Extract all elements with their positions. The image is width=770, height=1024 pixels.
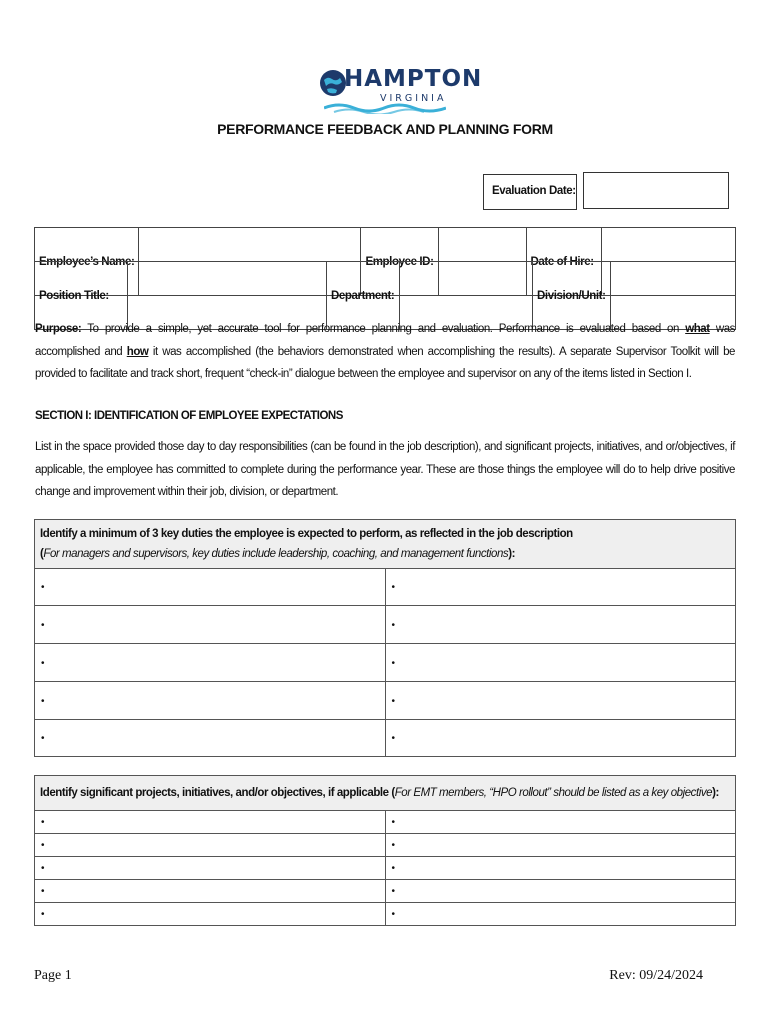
- project-cell[interactable]: [385, 834, 736, 857]
- evaluation-date-label: Evaluation Date:: [492, 185, 576, 197]
- bullet: •: [391, 733, 396, 744]
- project-cell[interactable]: [385, 811, 736, 834]
- key-duties-header-close: ):: [508, 548, 515, 560]
- bullet: •: [391, 840, 396, 851]
- project-cell[interactable]: [35, 834, 386, 857]
- bullet: •: [391, 657, 396, 669]
- projects-header-open: (: [388, 787, 395, 799]
- purpose-lead: Purpose:: [35, 323, 82, 335]
- bullet: •: [41, 909, 45, 920]
- hampton-logo: [318, 64, 483, 114]
- bullet: •: [391, 863, 396, 874]
- bullet: •: [391, 619, 396, 631]
- key-duty-cell[interactable]: [35, 644, 386, 682]
- project-cell[interactable]: [385, 857, 736, 880]
- division-unit-label: Division/Unit:: [533, 262, 611, 330]
- bullet: •: [41, 582, 45, 593]
- employee-id-label: Employee ID:: [361, 228, 438, 296]
- key-duty-cell[interactable]: [385, 569, 736, 606]
- project-cell[interactable]: [35, 903, 386, 926]
- key-duty-cell[interactable]: [385, 682, 736, 720]
- bullet: •: [41, 695, 45, 707]
- key-duty-cell[interactable]: [35, 606, 386, 644]
- projects-header-close: ):: [712, 787, 719, 799]
- date-of-hire-label: Date of Hire:: [526, 228, 601, 296]
- purpose-text-3: it was accomplished (the behaviors demonstrated when accomplishing the results). A separate Supervisor Toolkit will be provided to facilitate and track short, frequent “check-in” dialogue between the employee and supervisor on any of the items listed in Section I.: [35, 345, 735, 380]
- position-title-label: Position Title:: [35, 262, 128, 330]
- key-duties-header: [35, 520, 736, 569]
- key-duties-header-italic: For managers and supervisors, key duties include leadership, coaching, and management functions: [43, 548, 509, 560]
- bullet: •: [391, 695, 396, 707]
- purpose-what: what: [685, 323, 710, 335]
- project-cell[interactable]: [35, 880, 386, 903]
- key-duty-cell[interactable]: [385, 720, 736, 757]
- project-cell[interactable]: [35, 857, 386, 880]
- bullet: •: [41, 886, 45, 897]
- evaluation-date-field[interactable]: [583, 172, 729, 209]
- bullet: •: [41, 863, 45, 874]
- key-duty-cell[interactable]: [385, 606, 736, 644]
- purpose-text-1: To provide a simple, yet accurate tool for performance planning and evaluation. Performance is evaluated based on: [81, 323, 686, 335]
- department-label: Department:: [327, 262, 400, 330]
- section-1-intro: List in the space provided those day to day responsibilities (can be found in the job description), and significant projects, initiatives, and or/objectives, if applicable, the employee has committed to complete during the performance year. These are those things the employee will do to help drive positive change and improvement within their job, division, or department.: [35, 441, 735, 498]
- bullet: •: [41, 657, 45, 669]
- bullet: •: [41, 619, 45, 631]
- project-cell[interactable]: [35, 811, 386, 834]
- bullet: •: [41, 733, 45, 744]
- key-duty-cell[interactable]: [35, 720, 386, 757]
- bullet: •: [391, 582, 396, 593]
- project-cell[interactable]: [385, 880, 736, 903]
- logo-subtitle: VIRGINIA: [380, 93, 447, 104]
- projects-header-italic: For EMT members, “HPO rollout” should be listed as a key objective: [394, 787, 713, 799]
- revision-date: Rev: 09/24/2024: [609, 968, 703, 983]
- form-title: PERFORMANCE FEEDBACK AND PLANNING FORM: [217, 121, 553, 137]
- projects-header-bold: Identify significant projects, initiatives, and/or objectives, if applicable: [40, 787, 389, 799]
- purpose-how: how: [126, 345, 149, 358]
- bullet: •: [41, 817, 45, 828]
- bullet: •: [391, 909, 396, 920]
- projects-header: [35, 776, 736, 811]
- key-duties-header-open: (: [40, 548, 44, 560]
- bullet: •: [391, 886, 396, 897]
- page-number: Page 1: [34, 968, 72, 983]
- key-duty-cell[interactable]: [35, 682, 386, 720]
- key-duties-table: [34, 519, 736, 757]
- logo-wordmark: HAMPTON: [344, 66, 483, 92]
- evaluation-date-label-cell: [483, 174, 577, 210]
- bullet: •: [391, 817, 396, 828]
- project-cell[interactable]: [385, 903, 736, 926]
- key-duties-header-line1: Identify a minimum of 3 key duties the employee is expected to perform, as reflected in the job description: [40, 528, 573, 540]
- wave-icon: [324, 102, 446, 114]
- key-duty-cell[interactable]: [35, 569, 386, 606]
- key-duty-cell[interactable]: [385, 644, 736, 682]
- employee-name-label: Employee’s Name:: [35, 228, 139, 296]
- purpose-text-2: was accomplished and: [35, 323, 735, 358]
- section-1-heading: SECTION I: IDENTIFICATION OF EMPLOYEE EXPECTATIONS: [35, 410, 343, 422]
- projects-table: [34, 775, 736, 926]
- bullet: •: [41, 840, 45, 851]
- purpose-paragraph: [35, 318, 735, 386]
